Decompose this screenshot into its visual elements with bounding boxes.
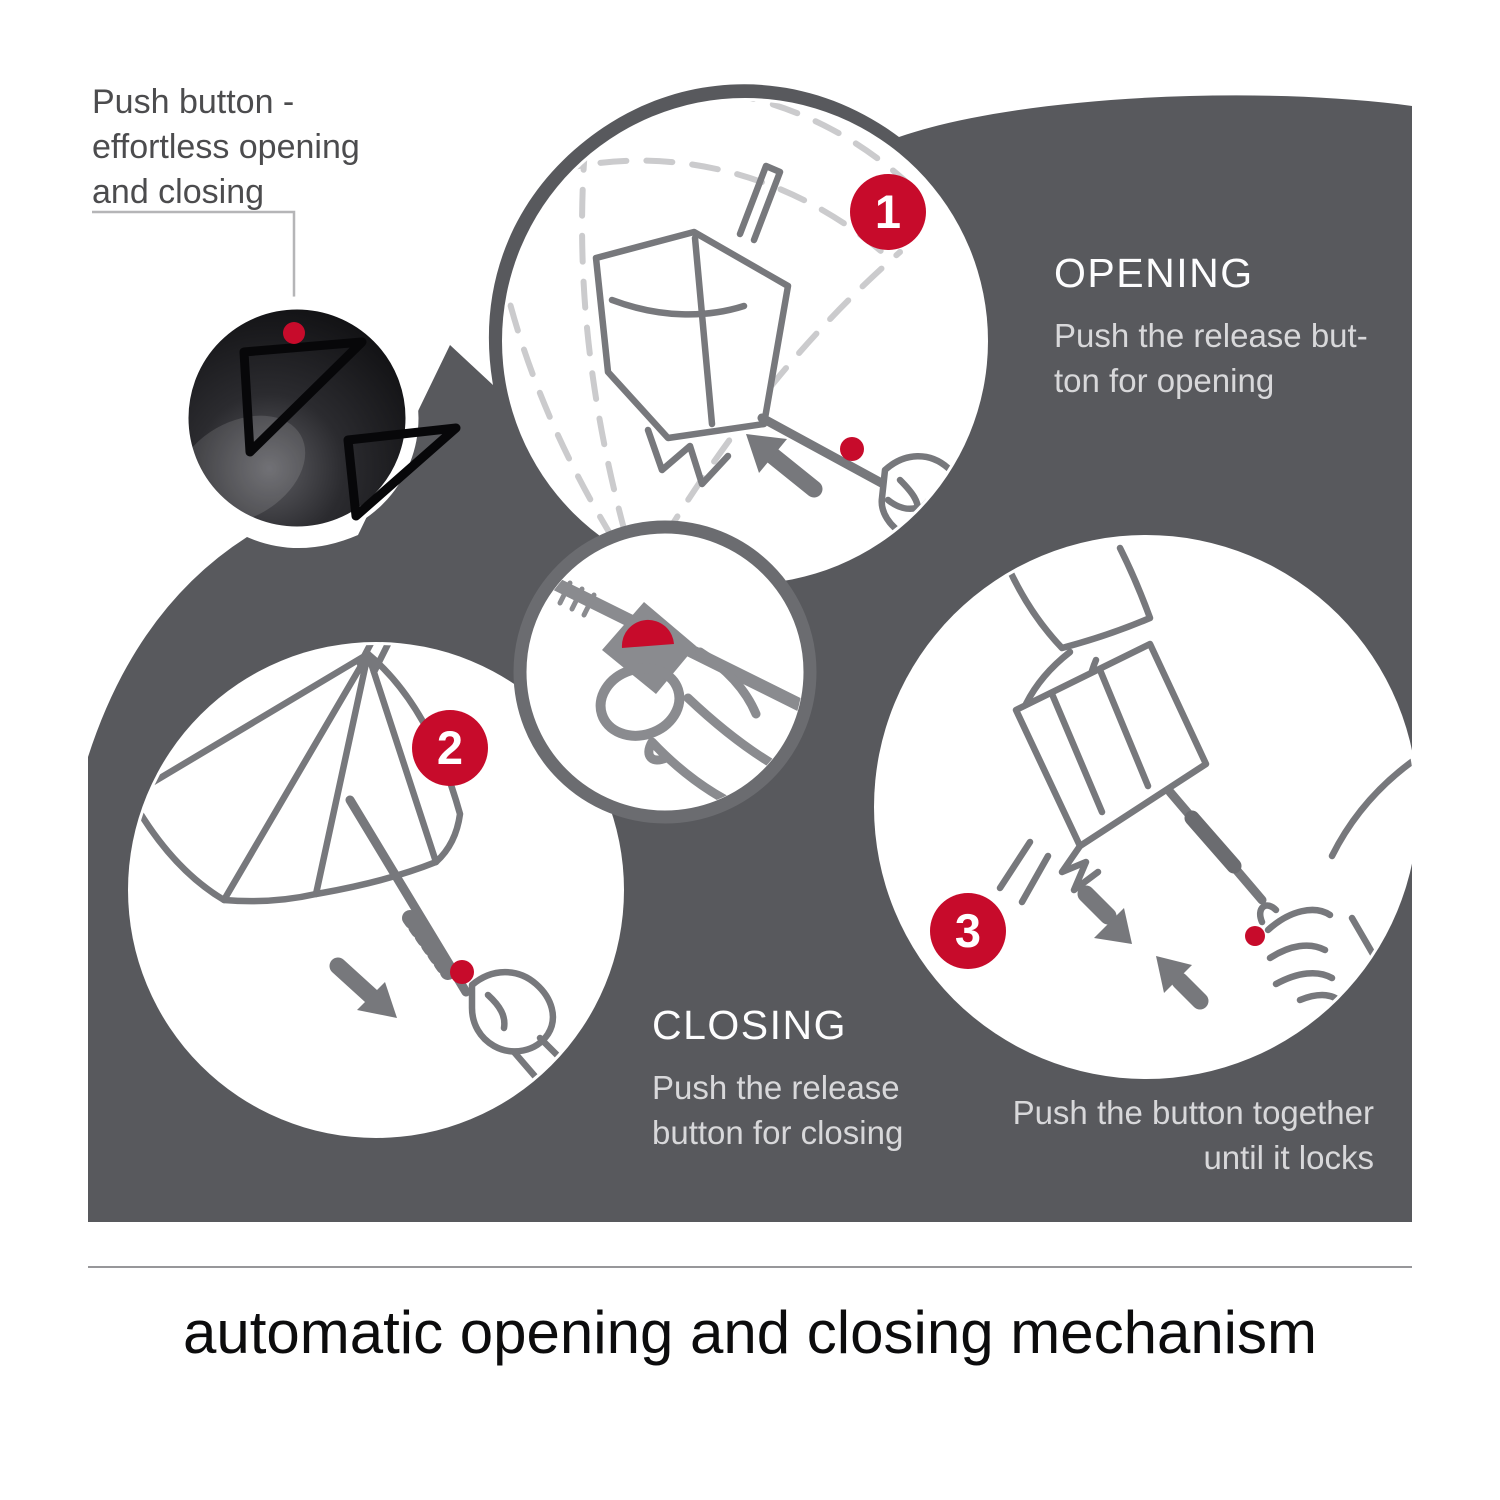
locking-caption-line: Push the button together <box>1012 1094 1374 1131</box>
opening-body-line: Push the release but- <box>1054 317 1368 354</box>
callout-line: and closing <box>92 173 265 211</box>
closing-title: CLOSING <box>652 1002 848 1048</box>
callout-label <box>92 80 360 215</box>
callout-line: effortless opening <box>92 128 360 166</box>
step3-badge: 3 <box>930 893 1006 969</box>
release-button <box>1245 926 1265 946</box>
release-button <box>450 960 474 984</box>
locking-caption <box>1013 1090 1374 1180</box>
callout-line: Push button - <box>92 83 295 121</box>
locking-caption-line: until it locks <box>1203 1139 1374 1176</box>
closing-body-line: Push the release <box>652 1069 900 1106</box>
closing-section <box>652 1002 903 1155</box>
footer-title: automatic opening and closing mechanism <box>183 1299 1317 1366</box>
opening-section <box>1054 250 1368 403</box>
opening-title: OPENING <box>1054 250 1254 296</box>
opening-body <box>1054 313 1368 403</box>
callout-dot <box>283 322 305 344</box>
opening-body-line: ton for opening <box>1054 362 1275 399</box>
closing-body-line: button for closing <box>652 1114 904 1151</box>
step1-badge: 1 <box>850 174 926 250</box>
step2-badge: 2 <box>412 710 488 786</box>
closing-body <box>652 1065 903 1155</box>
release-button <box>840 437 864 461</box>
footer-separator <box>88 1266 1412 1268</box>
